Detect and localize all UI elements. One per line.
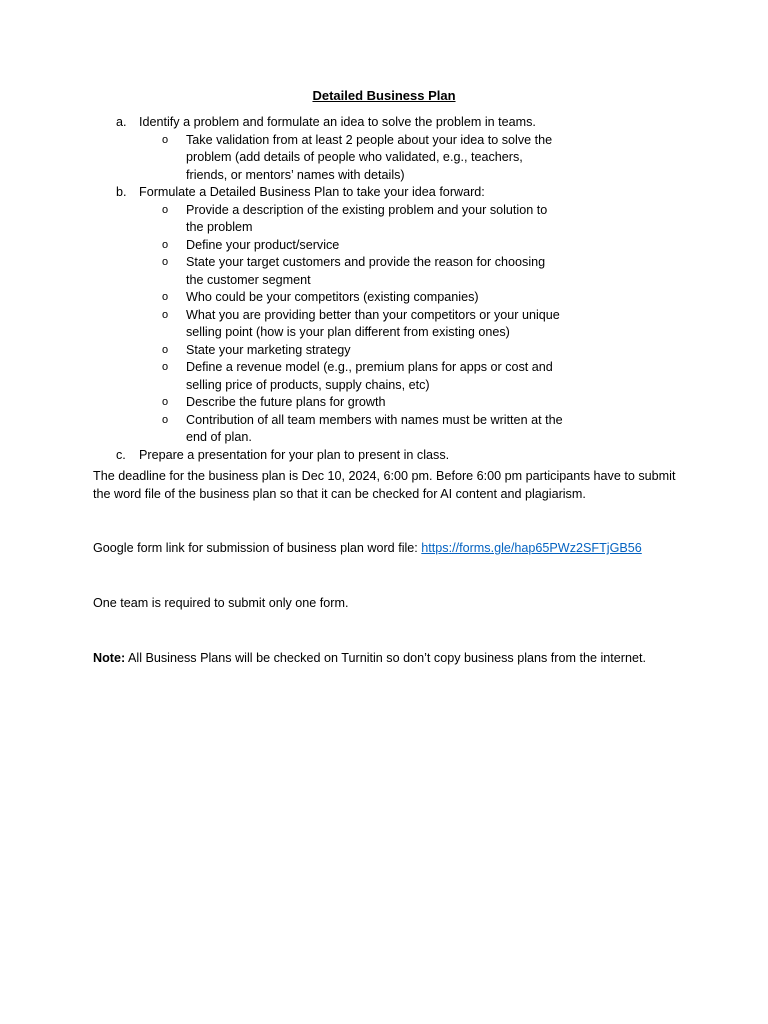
- bullet-marker: o: [162, 396, 169, 408]
- step-marker: a.: [116, 115, 127, 129]
- step-marker: b.: [116, 185, 127, 199]
- bullet-text: What you are providing better than your competitors or your unique selling point (how is your plan different from existing ones): [186, 307, 560, 339]
- bullet-text: State your target customers and provide the reason for choosing the customer segment: [186, 255, 546, 287]
- bullet-text: Provide a description of the existing problem and your solution to the problem: [186, 202, 548, 234]
- form-link[interactable]: https://forms.gle/hap65PWz2SFTjGB56: [421, 541, 642, 555]
- note-label: Note:: [93, 651, 126, 665]
- bullet-marker: o: [162, 133, 169, 146]
- step-text: Identify a problem and formulate an idea to solve the problem in teams.: [139, 115, 536, 129]
- step-c: [0, 447, 768, 465]
- bullet-text: Contribution of all team members with names must be written at the end of plan.: [186, 412, 563, 444]
- step-marker: c.: [116, 447, 126, 462]
- bullet-item: [0, 412, 673, 447]
- step-b: [0, 184, 768, 447]
- bullet-marker: o: [162, 361, 169, 373]
- bullet-item: [0, 307, 673, 342]
- bullet-item: [0, 359, 673, 394]
- bullet-marker: o: [162, 238, 169, 251]
- bullet-marker: o: [162, 343, 169, 356]
- deadline-paragraph: The deadline for the business plan is Dec 10, 2024, 6:00 pm. Before 6:00 pm participants have to submit the word file of the business plan so that it can be checked for AI content and plagiarism.: [93, 469, 676, 501]
- bullet-item: [0, 237, 673, 255]
- step-text: Prepare a presentation for your plan to present in class.: [139, 447, 450, 462]
- bullet-item: [0, 342, 673, 360]
- step-text: Formulate a Detailed Business Plan to take your idea forward:: [139, 185, 485, 199]
- bullet-text: State your marketing strategy: [186, 342, 351, 357]
- step-a-bullets: [139, 132, 673, 185]
- step-a: [0, 114, 768, 184]
- one-team-paragraph: One team is required to submit only one form.: [93, 596, 349, 610]
- bullet-marker: o: [162, 256, 169, 268]
- bullet-item: [0, 202, 673, 237]
- instructions-list: [0, 114, 768, 464]
- document-title: Detailed Business Plan: [312, 88, 456, 103]
- bullet-text: Define your product/service: [186, 237, 340, 252]
- step-b-bullets: [139, 202, 673, 447]
- bullet-item: [0, 289, 673, 307]
- bullet-marker: o: [162, 413, 169, 426]
- bullet-item: [0, 132, 673, 185]
- bullet-item: [0, 254, 673, 289]
- note-text: All Business Plans will be checked on Turnitin so don’t copy business plans from the internet.: [125, 651, 647, 665]
- bullet-text: Define a revenue model (e.g., premium plans for apps or cost and selling price of products, supply chains, etc): [186, 360, 553, 392]
- form-link-label: Google form link for submission of business plan word file:: [93, 541, 422, 555]
- bullet-marker: o: [162, 291, 169, 303]
- bullet-item: [0, 394, 673, 412]
- bullet-marker: o: [162, 203, 169, 216]
- form-link-paragraph: [93, 540, 683, 558]
- bullet-text: Take validation from at least 2 people about your idea to solve the problem (add details of people who validated, e.g., teachers, friends, or mentors’ names with details): [186, 132, 553, 182]
- bullet-text: Who could be your competitors (existing companies): [186, 290, 479, 304]
- bullet-marker: o: [162, 308, 169, 321]
- bullet-text: Describe the future plans for growth: [186, 395, 386, 409]
- note-paragraph: [93, 650, 683, 668]
